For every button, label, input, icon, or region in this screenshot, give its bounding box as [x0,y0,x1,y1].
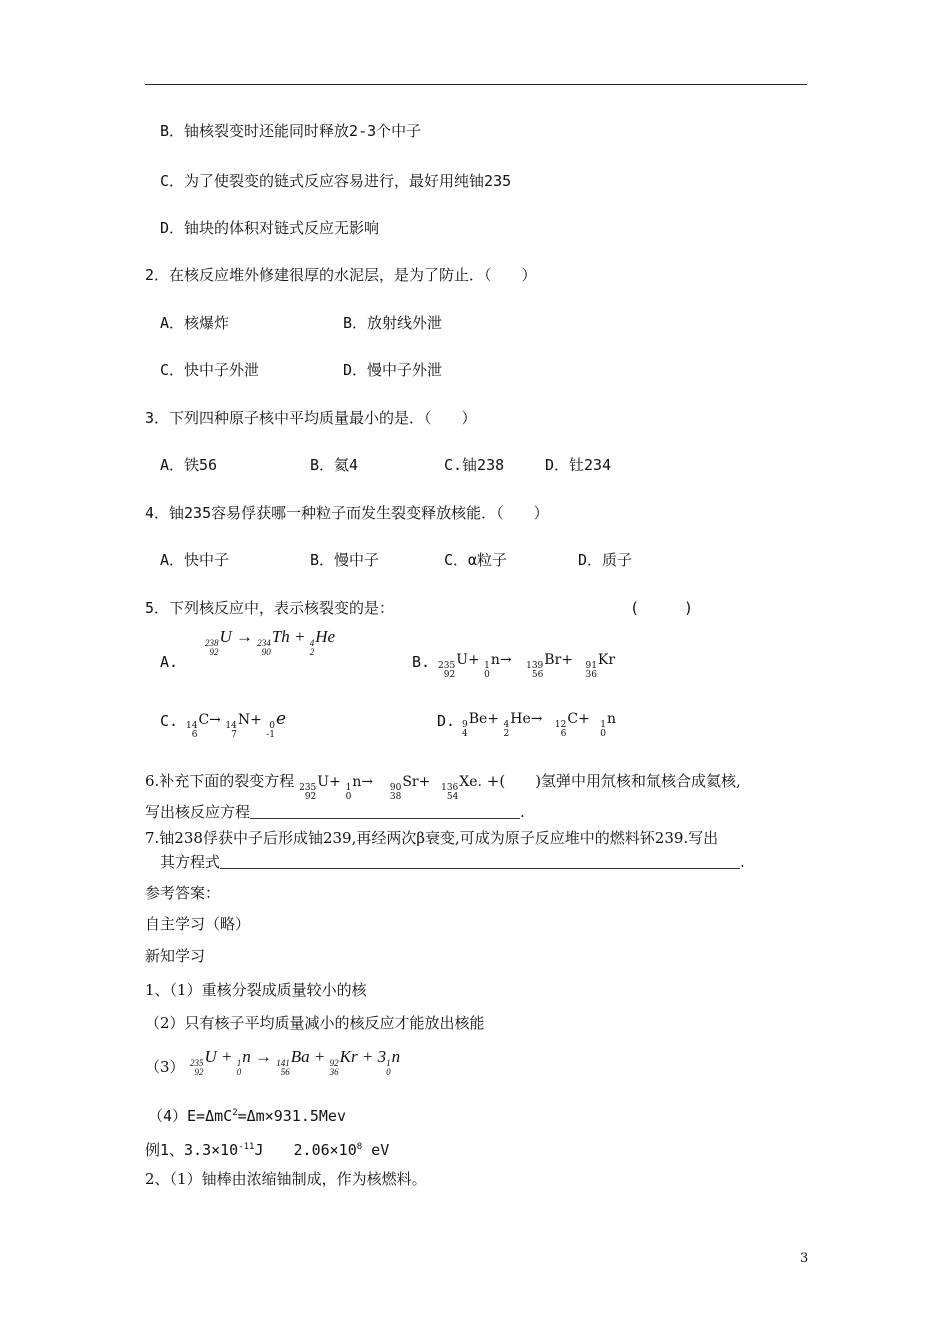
q5-equation-d: 9 4 Be+ 4 2 He→ 12 6 C+ 1 0 n [462,711,617,739]
q5-option-b-label: B. [412,653,431,671]
question-6-line2: 写出核反应方程 . [145,803,525,821]
q4-option-d: D．质子 [578,551,633,569]
q6-text-end: +( )氢弹中用氘核和氚核合成氦核, [486,772,741,790]
q4-option-a: A．快中子 [160,551,230,569]
q5-equation-c: 14 6 C→ 14 7 N+ 0 -1 e [186,709,287,740]
q2-option-c: C．快中子外泄 [160,361,260,379]
q3-option-c: C.铀238 [444,456,505,474]
self-study: 自主学习（略） [145,915,251,933]
header-rule [145,84,807,85]
option-d: D．铀块的体积对链式反应无影响 [160,219,380,237]
answer-1-3-equation: 235 92 U + 1 0 n → 141 56 Ba + 92 36 Kr + 3 1 0 n [190,1047,401,1077]
example-1: 例1、$3.3\times 10^{-11}J$ $2.06\times 10^8$ eV [145,1141,390,1159]
answer-1-2: （2）只有核子平均质量减小的核反应才能放出核能 [145,1014,485,1032]
question-5: 5．下列核反应中，表示核裂变的是： [145,599,395,617]
answer-1-3-label: （3） [145,1058,185,1076]
q2-option-d: D．慢中子外泄 [343,361,443,379]
new-knowledge: 新知学习 [145,947,206,965]
q5-equation-b: 235 92 U+ 1 0 n→ 139 56 Br+ 91 36 Kr [438,652,616,680]
q4-option-b: B．慢中子 [310,551,380,569]
q5-option-a-label: A. [160,653,179,671]
q2-option-a: A．核爆炸 [160,314,230,332]
question-4: 4．铀235容易俘获哪一种粒子而发生裂变释放核能．（ ） [145,504,549,522]
option-b: B．铀核裂变时还能同时释放2-3个中子 [160,122,422,140]
answers-heading: 参考答案： [145,884,221,902]
q5-option-d-label: D. [437,712,456,730]
answer-1-4: （4）E=ΔmC$^2$=Δm×931.5Mev [148,1107,346,1125]
answer-1-1: 1、（1）重核分裂成质量较小的核 [145,981,367,999]
q3-option-a: A．铁56 [160,456,218,474]
q5-equation-a: 238 92 U → 234 90 Th + 4 2 He [205,627,336,657]
q7-answer-blank[interactable] [220,854,740,869]
q2-option-b: B．放射线外泄 [343,314,443,332]
question-2: 2．在核反应堆外修建很厚的水泥层，是为了防止．（ ） [145,266,537,284]
question-6-line1: 6.补充下面的裂变方程 235 92 U+ 1 0 n→ 90 38 Sr+ 136 54 Xe. +( )氢弹中用氘核和氚核合成氦核, [145,772,741,802]
question-7-line2: 其方程式 . [160,853,745,871]
q3-option-b: B．氦4 [310,456,359,474]
q4-option-c: C．α粒子 [444,551,508,569]
answer-2-1: 2、（1）铀棒由浓缩铀制成，作为核燃料。 [145,1170,427,1188]
option-c: C．为了使裂变的链式反应容易进行，最好用纯铀235 [160,172,512,190]
question-7-line1: 7.铀238俘获中子后形成铀239,再经两次β衰变,可成为原子反应堆中的燃料钚239.写出 [145,829,719,847]
question-3: 3．下列四种原子核中平均质量最小的是．（ ） [145,409,477,427]
q3-option-d: D．钍234 [545,456,612,474]
q5-option-c-label: C. [160,712,179,730]
q5-answer-paren: ( ) [630,599,694,617]
q6-answer-blank[interactable] [250,804,520,819]
page-number: 3 [800,1251,809,1266]
q6-text-start: 6.补充下面的裂变方程 [145,772,295,790]
